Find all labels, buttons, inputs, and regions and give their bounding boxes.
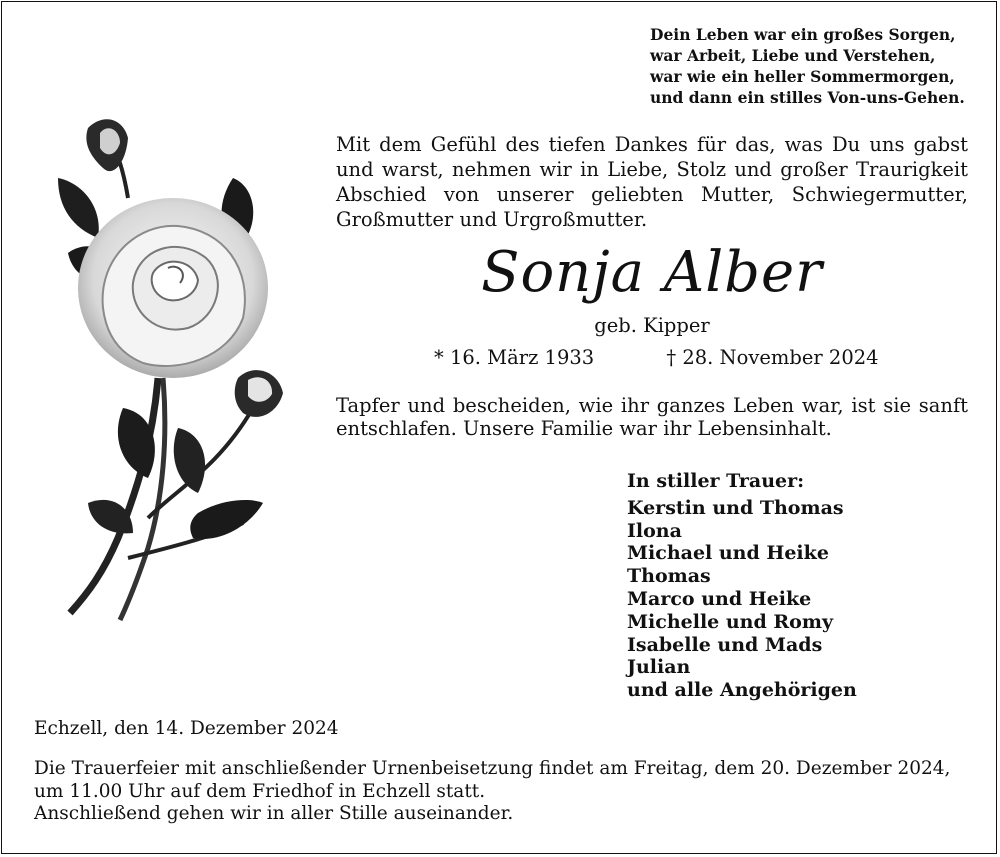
poem-line: und dann ein stilles Von-uns-Gehen. xyxy=(650,88,965,107)
ceremony-line: Anschließend gehen wir in aller Stille auseinander. xyxy=(34,803,514,824)
mourner-name: Julian xyxy=(627,656,691,679)
mourner-name: Thomas xyxy=(627,565,711,588)
poem-line: Dein Leben war ein großes Sorgen, xyxy=(650,25,956,44)
intro-line: und warst, nehmen wir in Liebe, Stolz und großer Traurigkeit xyxy=(336,158,968,181)
tribute-text xyxy=(336,394,968,440)
mourner-name: Isabelle und Mads xyxy=(627,633,823,656)
ceremony-line: Die Trauerfeier mit anschließender Urnenbeisetzung findet am Freitag, dem 20. Dezember 2024, xyxy=(34,758,951,779)
intro-text xyxy=(336,132,968,232)
mourners-list xyxy=(627,470,857,702)
ceremony-line: um 11.00 Uhr auf dem Friedhof in Echzell statt. xyxy=(34,780,486,802)
mourner-name: Ilona xyxy=(627,519,682,542)
rose-illustration xyxy=(28,108,318,628)
intro-line: Großmutter und Urgroßmutter. xyxy=(336,208,648,231)
intro-line: Mit dem Gefühl des tiefen Dankes für das, was Du uns gabst xyxy=(336,133,968,156)
mourners-heading: In stiller Trauer: xyxy=(627,470,805,492)
poem-line: war wie ein heller Sommermorgen, xyxy=(650,67,955,86)
mourner-name: Marco und Heike xyxy=(627,587,812,610)
tribute-line: Tapfer und bescheiden, wie ihr ganzes Leben war, ist sie sanft xyxy=(336,394,968,417)
mourner-name: Michael und Heike xyxy=(627,542,829,565)
poem-line: war Arbeit, Liebe und Verstehen, xyxy=(650,46,936,65)
tribute-line: entschlafen. Unsere Familie war ihr Lebensinhalt. xyxy=(336,417,832,440)
mourner-name: Michelle und Romy xyxy=(627,610,833,633)
intro-line: Abschied von unserer geliebten Mutter, Schwiegermutter, xyxy=(336,183,968,206)
maiden-name: geb. Kipper xyxy=(594,314,710,337)
mourner-name: Kerstin und Thomas xyxy=(627,496,844,519)
poem xyxy=(650,24,980,108)
life-dates xyxy=(434,346,879,369)
birth-date: * 16. März 1933 xyxy=(434,346,595,369)
mourner-name: und alle Angehörigen xyxy=(627,679,857,702)
deceased-name: Sonja Alber xyxy=(481,240,823,305)
death-date: † 28. November 2024 xyxy=(666,346,879,369)
place-and-date: Echzell, den 14. Dezember 2024 xyxy=(34,718,339,739)
ceremony-info xyxy=(34,758,969,826)
